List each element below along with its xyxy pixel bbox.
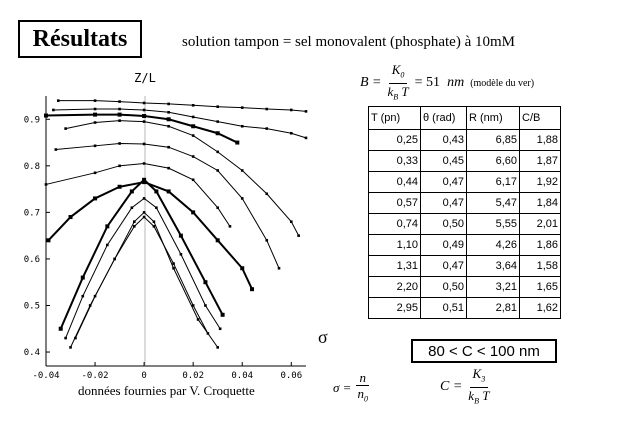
data-point — [290, 132, 293, 135]
data-point — [94, 172, 97, 175]
data-point — [69, 215, 73, 219]
data-point — [229, 225, 232, 228]
data-point — [172, 267, 175, 270]
formula-b-num-sub: 0 — [400, 70, 405, 80]
data-point — [278, 267, 281, 270]
data-point — [167, 125, 170, 128]
data-point — [305, 137, 308, 140]
formula-b-num: K — [391, 62, 401, 77]
x-axis-label: σ — [318, 327, 328, 347]
table-cell: 1,88 — [520, 130, 561, 151]
series-curve — [46, 180, 254, 291]
series-curve — [69, 211, 219, 349]
data-point — [142, 178, 146, 182]
table-cell: 0,47 — [421, 256, 467, 277]
data-point — [94, 108, 97, 111]
data-point — [241, 125, 244, 128]
data-point — [118, 108, 121, 111]
data-point — [155, 206, 158, 209]
table-cell: 0,47 — [421, 193, 467, 214]
series-line — [46, 164, 230, 227]
data-point — [105, 224, 109, 228]
table-cell: 0,50 — [421, 214, 467, 235]
table-row — [369, 214, 561, 235]
table-header-cell: R (nm) — [467, 107, 520, 130]
series-curve — [44, 113, 239, 145]
formula-c-fraction — [465, 366, 492, 408]
data-point — [74, 337, 77, 340]
table-header-cell: θ (rad) — [421, 107, 467, 130]
data-point — [154, 189, 158, 193]
formula-c-den-sub: B — [474, 396, 479, 406]
data-point — [265, 239, 268, 242]
formula-b-lhs: B = — [360, 75, 382, 91]
data-point — [118, 113, 122, 117]
data-point — [192, 134, 195, 137]
table-cell: 0,44 — [369, 172, 421, 193]
data-point — [52, 109, 55, 112]
data-point — [64, 337, 67, 340]
data-point — [133, 225, 136, 228]
y-tick-label: 0.6 — [23, 254, 40, 265]
formula-b-den: k — [387, 83, 394, 99]
slide-subtitle: solution tampon = sel monovalent (phosphate) à 10mM — [182, 34, 515, 50]
data-point — [290, 220, 293, 223]
formula-sigma-den-sub: 0 — [363, 394, 368, 404]
table-cell: 0,49 — [421, 235, 467, 256]
data-point — [133, 220, 136, 223]
series-line — [56, 143, 279, 268]
series-curve — [74, 216, 209, 340]
table-cell: 6,85 — [467, 130, 520, 151]
table-cell: 6,17 — [467, 172, 520, 193]
data-point — [167, 189, 171, 193]
data-point — [106, 244, 109, 247]
y-tick-label: 0.9 — [23, 115, 40, 126]
data-point — [167, 103, 170, 106]
table-cell: 0,45 — [421, 151, 467, 172]
data-point — [118, 100, 121, 103]
c-range-box: 80 < C < 100 nm — [411, 339, 557, 363]
x-tick-label: 0 — [141, 371, 147, 380]
table-cell: 6,60 — [467, 151, 520, 172]
table-body — [369, 130, 561, 319]
data-point — [216, 131, 220, 135]
x-tick-label: 0.02 — [182, 371, 205, 380]
table-row — [369, 172, 561, 193]
data-point — [45, 183, 48, 186]
data-point — [241, 197, 244, 200]
series-line — [75, 217, 207, 338]
table-cell: 0,50 — [421, 277, 467, 298]
formula-b-note: (modèle du ver) — [470, 77, 535, 89]
table-cell: 0,51 — [421, 298, 467, 319]
data-point — [265, 127, 268, 130]
y-tick-label: 0.8 — [23, 161, 40, 172]
data-point — [219, 327, 222, 330]
table-cell: 1,10 — [369, 235, 421, 256]
table-cell: 1,62 — [520, 298, 561, 319]
results-table — [368, 106, 561, 319]
data-point — [191, 210, 195, 214]
table-row — [369, 130, 561, 151]
data-point — [57, 99, 60, 102]
formula-sigma-num: n — [356, 370, 369, 386]
formula-sigma-lhs: σ = — [333, 380, 352, 396]
data-point — [69, 346, 72, 349]
data-point — [118, 142, 121, 145]
table-cell: 2,95 — [369, 298, 421, 319]
data-point — [192, 304, 195, 307]
data-point — [250, 287, 254, 291]
x-tick-label: -0.02 — [81, 371, 109, 380]
data-point — [216, 206, 219, 209]
data-point — [216, 346, 219, 349]
table-cell: 1,58 — [520, 256, 561, 277]
table-header-cell: T (pn) — [369, 107, 421, 130]
table-cell: 2,20 — [369, 277, 421, 298]
table-header-row — [369, 107, 561, 130]
formula-b-unit: nm — [447, 75, 465, 91]
data-point — [94, 295, 97, 298]
series-line — [48, 182, 252, 289]
table-cell: 1,86 — [520, 235, 561, 256]
y-tick-label: 0.5 — [23, 301, 40, 312]
data-point — [93, 196, 97, 200]
data-point — [192, 155, 195, 158]
data-point — [192, 104, 195, 107]
data-point — [94, 145, 97, 148]
formula-b — [360, 62, 534, 104]
table-row — [369, 256, 561, 277]
table-cell: 1,87 — [520, 151, 561, 172]
table-cell: 3,64 — [467, 256, 520, 277]
data-point — [131, 206, 134, 209]
formula-c-lhs: C = — [440, 379, 463, 395]
data-point — [241, 106, 244, 109]
formula-c-num-sub: 3 — [481, 374, 486, 384]
data-point — [46, 238, 50, 242]
formula-sigma-den: n — [357, 386, 364, 401]
data-point — [59, 327, 63, 331]
data-point — [297, 234, 300, 237]
table-cell: 0,74 — [369, 214, 421, 235]
data-point — [64, 127, 67, 130]
table-row — [369, 193, 561, 214]
data-point — [240, 266, 244, 270]
data-point — [197, 318, 200, 321]
table-cell: 5,47 — [467, 193, 520, 214]
y-axis-label: Z/L — [134, 71, 156, 85]
data-point — [265, 108, 268, 111]
data-point — [216, 120, 219, 123]
formula-sigma — [333, 370, 374, 407]
table-cell: 0,33 — [369, 151, 421, 172]
data-point — [118, 119, 121, 122]
formula-c-num: K — [472, 366, 482, 381]
table-cell: 0,47 — [421, 172, 467, 193]
x-tick-label: 0.04 — [231, 371, 254, 380]
data-point — [207, 332, 210, 335]
data-point — [143, 143, 146, 146]
data-point — [221, 313, 225, 317]
data-point — [143, 102, 146, 105]
table-cell: 1,31 — [369, 256, 421, 277]
data-point — [55, 148, 58, 151]
table-cell: 1,92 — [520, 172, 561, 193]
formula-sigma-fraction — [354, 370, 371, 407]
series-curve — [64, 119, 300, 237]
data-point — [81, 295, 84, 298]
table-cell: 5,55 — [467, 214, 520, 235]
table-cell: 0,25 — [369, 130, 421, 151]
data-point — [167, 111, 170, 114]
data-point — [143, 216, 146, 219]
series-line — [71, 212, 218, 347]
table-cell: 4,26 — [467, 235, 520, 256]
data-point — [191, 124, 195, 128]
y-tick-label: 0.4 — [23, 348, 40, 359]
table-cell: 0,57 — [369, 193, 421, 214]
table-row — [369, 235, 561, 256]
x-tick-label: 0.06 — [280, 371, 303, 380]
data-point — [192, 116, 195, 119]
table-row — [369, 298, 561, 319]
slide-title-text: Résultats — [32, 25, 128, 52]
formula-b-den-sub: B — [393, 92, 399, 102]
formula-b-den-tail: T — [398, 83, 409, 99]
data-point — [216, 105, 219, 108]
x-ticks — [32, 362, 302, 380]
table-header-cell: C/B — [520, 107, 561, 130]
series-line — [66, 121, 299, 236]
data-point — [172, 262, 175, 265]
data-point — [305, 110, 308, 113]
data-point — [44, 114, 48, 118]
data-point — [167, 117, 171, 121]
series-layer — [44, 99, 307, 348]
table-row — [369, 277, 561, 298]
data-point — [216, 169, 219, 172]
data-point — [81, 276, 85, 280]
data-point — [143, 211, 146, 214]
data-point — [94, 121, 97, 124]
data-credit: données fournies par V. Croquette — [78, 383, 255, 398]
data-point — [216, 151, 219, 154]
data-point — [241, 169, 244, 172]
series-curve — [57, 99, 307, 112]
table-cell: 0,43 — [421, 130, 467, 151]
data-point — [235, 141, 239, 145]
data-point — [93, 113, 97, 117]
data-point — [143, 162, 146, 165]
table-cell: 2,81 — [467, 298, 520, 319]
data-point — [153, 225, 156, 228]
table-cell: 1,84 — [520, 193, 561, 214]
formula-c-den-tail: T — [478, 387, 490, 403]
data-point — [179, 234, 183, 238]
data-point — [153, 220, 156, 223]
data-point — [290, 109, 293, 112]
series-line — [46, 115, 237, 143]
y-tick-label: 0.7 — [23, 208, 40, 219]
series-curve — [55, 142, 281, 269]
data-point — [204, 304, 207, 307]
data-point — [180, 253, 183, 256]
formula-c-den: k — [468, 387, 475, 403]
data-point — [130, 189, 134, 193]
table-cell: 3,21 — [467, 277, 520, 298]
data-point — [192, 178, 195, 181]
data-point — [118, 185, 122, 189]
formula-b-fraction — [385, 62, 412, 104]
data-point — [143, 109, 146, 112]
data-point — [142, 114, 146, 118]
zl-vs-sigma-chart — [0, 0, 340, 380]
x-tick-label: -0.04 — [32, 371, 60, 380]
data-point — [167, 167, 170, 170]
series-line — [61, 180, 223, 329]
data-point — [216, 238, 220, 242]
data-point — [94, 99, 97, 102]
formula-c — [440, 366, 495, 408]
formula-b-rhs: = 51 — [414, 75, 441, 91]
data-point — [143, 120, 146, 123]
data-point — [143, 197, 146, 200]
data-point — [167, 146, 170, 149]
data-point — [118, 165, 121, 168]
table-cell: 2,01 — [520, 214, 561, 235]
data-point — [203, 280, 207, 284]
table-row — [369, 151, 561, 172]
table-cell: 1,65 — [520, 277, 561, 298]
data-point — [113, 258, 116, 261]
data-point — [265, 192, 268, 195]
